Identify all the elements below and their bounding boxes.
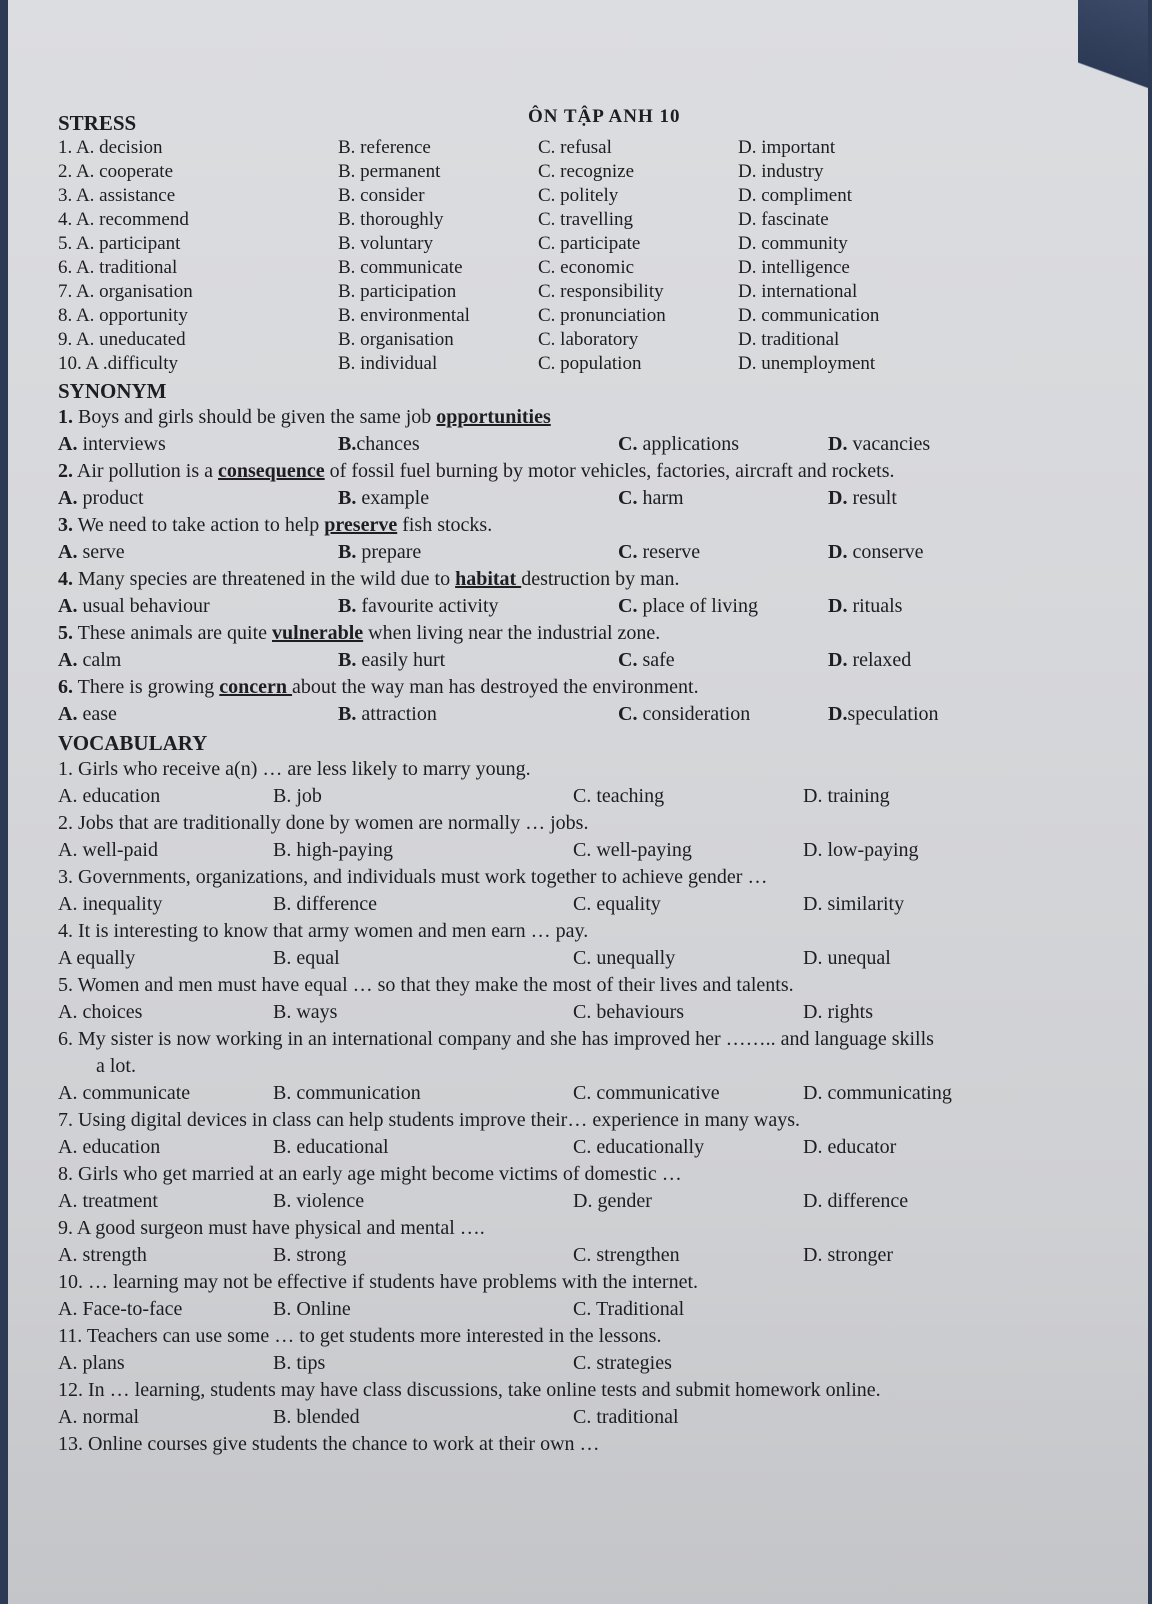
option-c: C. strategies [573,1352,672,1374]
option-c: C. traditional [573,1406,679,1428]
question-number: 2. [58,460,73,482]
vocabulary-options-12 [58,1404,1118,1431]
vocabulary-question-7: 7. Using digital devices in class can help students improve their… experience in many ways. [58,1109,801,1131]
question-text: when living near the industrial zone. [363,622,661,644]
option-c: C. teaching [573,785,665,807]
option-b [338,485,618,512]
option-d [828,593,1088,620]
option-c: C. unequally [573,947,676,969]
option-text: easily hurt [356,649,446,671]
option-c [618,593,828,620]
option-b: B. communication [273,1082,421,1104]
synonym-question-6 [58,674,1118,701]
option-d: D. training [803,785,890,807]
option-a: A. strength [58,1244,147,1266]
option-letter: D. [828,541,848,563]
option-letter: B. [338,541,357,563]
stress-option-d: D. industry [738,161,824,182]
option-d: D. difference [803,1190,909,1212]
option-d [828,647,1088,674]
option-a [58,593,338,620]
option-d [828,431,1088,458]
stress-option-d: D. communication [738,305,880,326]
vocabulary-question-3: 3. Governments, organizations, and individuals must work together to achieve gender … [58,866,768,888]
vocabulary-list [58,756,1118,1458]
option-b: B. Online [273,1298,351,1320]
question-text: destruction by man. [521,568,680,590]
option-d [828,485,1088,512]
stress-question-9 [58,328,1118,352]
vocabulary-options-11 [58,1350,1118,1377]
vocabulary-question-1: 1. Girls who receive a(n) … are less likely to marry young. [58,758,531,780]
vocabulary-options-2 [58,837,1118,864]
vocabulary-question-2: 2. Jobs that are traditionally done by women are normally … jobs. [58,812,589,834]
vocabulary-question-5: 5. Women and men must have equal … so that they make the most of their lives and talents. [58,974,794,996]
stress-option-a: 10. A .difficulty [58,353,178,374]
stress-option-c: C. refusal [538,137,612,158]
stress-option-b: B. individual [338,353,438,374]
vocabulary-options-3 [58,891,1118,918]
option-a: A. treatment [58,1190,158,1212]
option-letter: D. [828,703,848,725]
option-b: B. tips [273,1352,326,1374]
vocabulary-question-8: 8. Girls who get married at an early age might become victims of domestic … [58,1163,682,1185]
vocabulary-question-continuation: a lot. [96,1055,136,1077]
option-letter: A. [58,595,78,617]
option-text: speculation [847,703,939,725]
stress-option-d: D. community [738,233,848,254]
option-b: B. ways [273,1001,338,1023]
stress-question-7 [58,280,1118,304]
option-d: D. communicating [803,1082,952,1104]
stress-option-c: C. pronunciation [538,305,666,326]
option-d: D. rights [803,1001,873,1023]
option-text: chances [356,433,420,455]
stress-option-a: 6. A. traditional [58,257,178,278]
option-text: example [356,487,430,509]
stress-option-c: C. responsibility [538,281,664,302]
option-b: B. violence [273,1190,365,1212]
option-text: relaxed [847,649,912,671]
option-a: A. normal [58,1406,140,1428]
option-b: B. high-paying [273,839,393,861]
underlined-word: consequence [218,460,325,482]
stress-question-6 [58,256,1118,280]
option-letter: B. [338,649,357,671]
option-b [338,593,618,620]
section-heading-stress: STRESS [58,111,137,135]
stress-option-d: D. compliment [738,185,852,206]
stress-option-b: B. organisation [338,329,454,350]
stress-list [58,136,1118,376]
vocabulary-options-7 [58,1134,1118,1161]
stress-question-10 [58,352,1118,376]
option-text: interviews [77,433,166,455]
underlined-word: preserve [324,514,398,536]
option-text: favourite activity [356,595,499,617]
stress-option-d: D. intelligence [738,257,850,278]
stress-option-a: 7. A. organisation [58,281,193,302]
vocabulary-question-10: 10. … learning may not be effective if students have problems with the internet. [58,1271,699,1293]
option-text: product [77,487,144,509]
option-text: harm [637,487,684,509]
stress-option-a: 8. A. opportunity [58,305,188,326]
stress-option-b: B. voluntary [338,233,433,254]
stress-question-8 [58,304,1118,328]
option-d: D. stronger [803,1244,893,1266]
option-a: A. Face-to-face [58,1298,183,1320]
option-b: B. job [273,785,322,807]
stress-option-d: D. fascinate [738,209,829,230]
question-text: Many species are threatened in the wild due to [73,568,456,590]
option-letter: A. [58,541,78,563]
option-text: usual behaviour [77,595,210,617]
stress-option-d: D. unemployment [738,353,876,374]
stress-option-c: C. laboratory [538,329,639,350]
synonym-question-3 [58,512,1118,539]
option-letter: C. [618,703,638,725]
option-b: B. blended [273,1406,360,1428]
vocabulary-question-9: 9. A good surgeon must have physical and mental …. [58,1217,485,1239]
option-text: reserve [637,541,701,563]
option-c: C. strengthen [573,1244,680,1266]
stress-question-5 [58,232,1118,256]
option-letter: D. [828,433,848,455]
stress-option-b: B. environmental [338,305,470,326]
option-letter: D. [828,487,848,509]
option-a: A. communicate [58,1082,191,1104]
question-text: Boys and girls should be given the same job [73,406,437,428]
option-letter: A. [58,649,78,671]
stress-question-1 [58,136,1118,160]
vocabulary-question-4: 4. It is interesting to know that army women and men earn … pay. [58,920,589,942]
vocabulary-options-10 [58,1296,1118,1323]
option-text: consideration [637,703,751,725]
synonym-options-1 [58,431,1118,458]
underlined-word: habitat [455,568,522,590]
stress-option-a: 4. A. recommend [58,209,189,230]
synonym-question-4 [58,566,1118,593]
option-text: place of living [637,595,758,617]
stress-option-d: D. international [738,281,858,302]
question-number: 4. [58,568,73,590]
option-b: B. equal [273,947,340,969]
option-d: D. unequal [803,947,891,969]
option-c [618,485,828,512]
synonym-question-5 [58,620,1118,647]
option-a: A. inequality [58,893,163,915]
option-text: applications [637,433,740,455]
option-letter: B. [338,595,357,617]
vocabulary-question-6: 6. My sister is now working in an international company and she has improved her …….. and language skills [58,1028,934,1050]
vocabulary-options-8 [58,1188,1118,1215]
option-c [618,647,828,674]
option-b [338,539,618,566]
synonym-options-4 [58,593,1118,620]
option-letter: C. [618,433,638,455]
option-letter: B. [338,703,357,725]
option-c: C. equality [573,893,661,915]
option-letter: B. [338,487,357,509]
option-letter: B. [338,433,357,455]
question-text: fish stocks. [397,514,493,536]
option-a: A. plans [58,1352,125,1374]
option-d [828,539,1088,566]
section-heading-synonym: SYNONYM [58,379,167,403]
option-c: C. educationally [573,1136,705,1158]
stress-option-b: B. thoroughly [338,209,444,230]
stress-option-c: C. politely [538,185,619,206]
vocabulary-options-6 [58,1080,1118,1107]
vocabulary-options-5 [58,999,1118,1026]
option-letter: C. [618,487,638,509]
stress-option-b: B. reference [338,137,431,158]
question-number: 3. [58,514,73,536]
option-b: B. difference [273,893,378,915]
option-letter: D. [828,649,848,671]
option-d [803,1350,1063,1377]
question-number: 1. [58,406,73,428]
vocabulary-options-4 [58,945,1118,972]
option-b: B. strong [273,1244,347,1266]
option-letter: C. [618,541,638,563]
stress-question-3 [58,184,1118,208]
vocabulary-question-12: 12. In … learning, students may have class discussions, take online tests and submit homework online. [58,1379,881,1401]
option-letter: A. [58,703,78,725]
option-c: D. gender [573,1190,652,1212]
option-a [58,539,338,566]
question-text: about the way man has destroyed the environment. [292,676,699,698]
underlined-word: opportunities [436,406,551,428]
stress-option-c: C. travelling [538,209,633,230]
option-a [58,701,338,728]
page-title: ÔN TẬP ANH 10 [528,106,681,127]
synonym-list [58,404,1118,728]
option-text: ease [77,703,117,725]
option-c: C. behaviours [573,1001,685,1023]
option-c [618,431,828,458]
option-text: calm [77,649,122,671]
question-text: Air pollution is a [73,460,218,482]
stress-option-a: 5. A. participant [58,233,181,254]
option-text: conserve [847,541,924,563]
option-text: attraction [356,703,437,725]
stress-option-c: C. economic [538,257,635,278]
option-a: A. choices [58,1001,143,1023]
stress-option-a: 1. A. decision [58,137,163,158]
synonym-question-1 [58,404,1118,431]
option-d [803,1404,1063,1431]
worksheet-page [8,0,1148,1604]
section-heading-vocabulary: VOCABULARY [58,731,208,755]
option-c [618,701,828,728]
stress-question-2 [58,160,1118,184]
stress-option-d: D. traditional [738,329,840,350]
stress-option-b: B. communicate [338,257,463,278]
option-text: rituals [847,595,903,617]
question-text: We need to take action to help [73,514,325,536]
vocabulary-options-9 [58,1242,1118,1269]
vocabulary-question-13: 13. Online courses give students the chance to work at their own … [58,1433,600,1455]
option-b [338,647,618,674]
option-c: C. Traditional [573,1298,685,1320]
option-c: C. well-paying [573,839,692,861]
option-a: A equally [58,947,136,969]
stress-option-a: 3. A. assistance [58,185,176,206]
option-text: result [847,487,897,509]
option-b [338,701,618,728]
option-text: vacancies [847,433,931,455]
stress-option-b: B. participation [338,281,457,302]
stress-option-c: C. population [538,353,642,374]
option-c: C. communicative [573,1082,720,1104]
option-a: A. education [58,1136,161,1158]
option-letter: A. [58,433,78,455]
question-text: There is growing [73,676,220,698]
stress-question-4 [58,208,1118,232]
vocabulary-question-11: 11. Teachers can use some … to get students more interested in the lessons. [58,1325,662,1347]
option-d: D. low-paying [803,839,919,861]
option-a: A. education [58,785,161,807]
synonym-options-6 [58,701,1118,728]
option-a: A. well-paid [58,839,158,861]
question-text: of fossil fuel burning by motor vehicles, factories, aircraft and rockets. [324,460,895,482]
option-letter: C. [618,649,638,671]
option-letter: D. [828,595,848,617]
stress-option-d: D. important [738,137,836,158]
question-number: 6. [58,676,73,698]
option-letter: C. [618,595,638,617]
option-c [618,539,828,566]
option-text: serve [77,541,125,563]
option-d: D. similarity [803,893,905,915]
stress-option-c: C. participate [538,233,641,254]
option-letter: A. [58,487,78,509]
stress-option-b: B. consider [338,185,425,206]
option-b [338,431,618,458]
synonym-options-2 [58,485,1118,512]
question-text: These animals are quite [73,622,273,644]
synonym-options-5 [58,647,1118,674]
synonym-options-3 [58,539,1118,566]
underlined-word: vulnerable [272,622,364,644]
option-text: prepare [356,541,422,563]
option-d [828,701,1088,728]
option-b: B. educational [273,1136,389,1158]
option-a [58,485,338,512]
question-number: 5. [58,622,73,644]
synonym-question-2 [58,458,1118,485]
page-corner [1078,0,1148,120]
stress-option-a: 9. A. uneducated [58,329,186,350]
option-a [58,431,338,458]
option-text: safe [637,649,675,671]
stress-option-b: B. permanent [338,161,441,182]
option-d: D. educator [803,1136,897,1158]
option-d [803,1296,1063,1323]
stress-option-c: C. recognize [538,161,635,182]
underlined-word: concern [219,676,293,698]
option-a [58,647,338,674]
stress-option-a: 2. A. cooperate [58,161,174,182]
vocabulary-options-1 [58,783,1118,810]
